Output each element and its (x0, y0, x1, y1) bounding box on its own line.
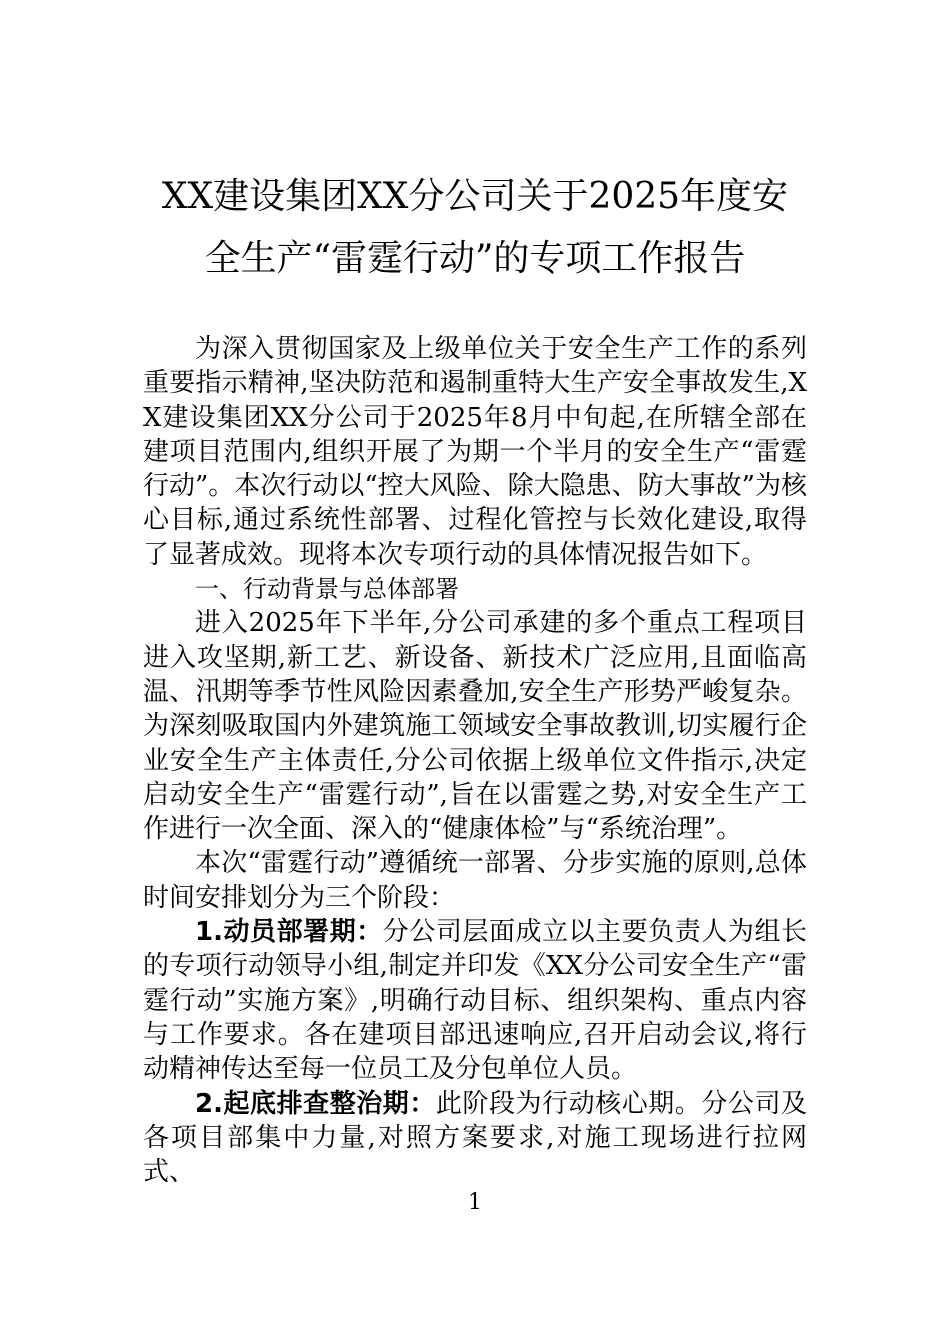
stage-2-label: 2.起底排查整治期： (195, 1088, 436, 1119)
document-body (143, 332, 807, 1189)
stage-1-text: 分公司层面成立以主要负责人为组长的专项行动领导小组,制定并印发《XX分公司安全生产“雷霆行动”实施方案》,明确行动目标、组织架构、重点内容与工作要求。各在建项目部迅速响应,召开启动会议,将行动精神传达至每一位员工及分包单位人员。 (143, 917, 807, 1085)
stage-2-paragraph (143, 1087, 807, 1190)
stage-1-paragraph (143, 915, 807, 1086)
section-heading-1: 一、行动背景与总体部署 (195, 575, 459, 604)
phases-intro-paragraph: 本次“雷霆行动”遵循统一部署、分步实施的原则,总体时间安排划分为三个阶段： (143, 848, 807, 913)
title-line-2: 全生产“雷霆行动”的专项工作报告 (204, 238, 746, 279)
document-title (130, 166, 820, 290)
title-line-1: XX建设集团XX分公司关于2025年度安 (161, 176, 789, 217)
background-paragraph: 进入2025年下半年,分公司承建的多个重点工程项目进入攻坚期,新工艺、新设备、新技术广泛应用,且面临高温、汛期等季节性风险因素叠加,安全生产形势严峻复杂。为深刻吸取国内外建筑施工领域安全事故教训,切实履行企业安全生产主体责任,分公司依据上级单位文件指示,决定启动安全生产“雷霆行动”,旨在以雷霆之势,对安全生产工作进行一次全面、深入的“健康体检”与“系统治理”。 (143, 608, 807, 845)
stage-1-label: 1.动员部署期： (195, 917, 383, 948)
stage-2-text: 此阶段为行动核心期。分公司及各项目部集中力量,对照方案要求,对施工现场进行拉网式、 (143, 1088, 807, 1188)
intro-paragraph: 为深入贯彻国家及上级单位关于安全生产工作的系列重要指示精神,坚决防范和遏制重特大生产安全事故发生,XX建设集团XX分公司于2025年8月中旬起,在所辖全部在建项目范围内,组织开展了为期一个半月的安全生产“雷霆行动”。本次行动以“控大风险、除大隐患、防大事故”为核心目标,通过系统性部署、过程化管控与长效化建设,取得了显著成效。现将本次专项行动的具体情况报告如下。 (143, 334, 807, 570)
page-number: 1 (468, 1190, 482, 1215)
